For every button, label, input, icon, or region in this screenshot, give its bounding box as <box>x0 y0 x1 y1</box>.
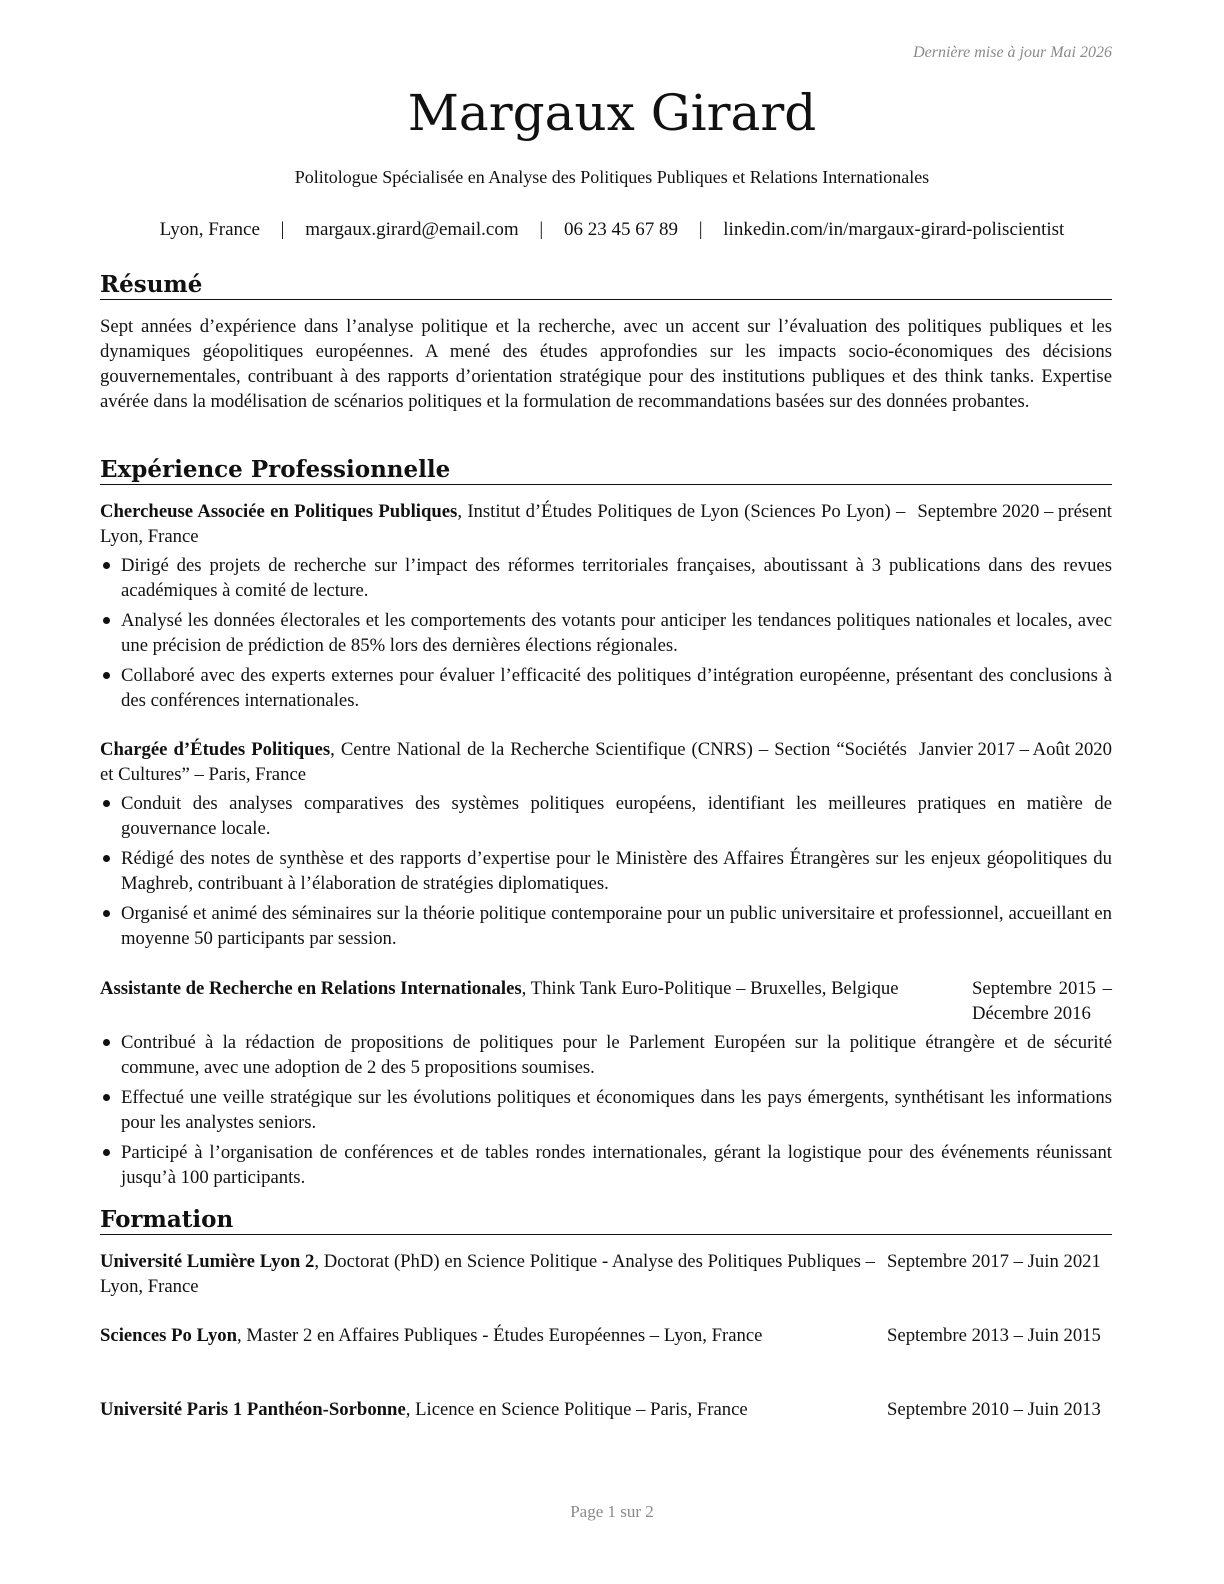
section-title-education: Formation <box>100 1206 1112 1235</box>
entry-school: Sciences Po Lyon <box>100 1325 238 1346</box>
bullet-list <box>100 1030 1112 1190</box>
bullet-item <box>100 791 1112 841</box>
education-entry <box>100 1323 1112 1348</box>
contact-separator: | <box>280 219 285 240</box>
entry-dates: Septembre 2010 – Juin 2013 <box>887 1399 1101 1420</box>
bullet-text: Dirigé des projets de recherche sur l’impact des réformes territoriales françaises, aboutissant à 3 publications dans des revues académiques à comité de lecture. <box>121 555 1112 601</box>
bullet-item <box>100 901 1112 951</box>
entry-dates: Septembre 2020 – présent <box>917 501 1112 522</box>
page-number: Page 1 sur 2 <box>570 1502 654 1521</box>
section-title-experience: Expérience Professionnelle <box>100 456 1112 485</box>
entry-school: Université Lumière Lyon 2 <box>100 1251 315 1272</box>
entry-header <box>100 1323 1112 1348</box>
experience-entry <box>100 737 1112 956</box>
entry-dates: Septembre 2015 – Décembre 2016 <box>972 978 1112 1024</box>
entry-role: Chercheuse Associée en Politiques Publiques <box>100 501 458 522</box>
education-entry <box>100 1397 1112 1422</box>
bullet-text: Effectué une veille stratégique sur les évolutions politiques et économiques dans les pays émergents, synthétisant les informations pour les analystes seniors. <box>121 1087 1112 1133</box>
headline: Politologue Spécialisée en Analyse des Politiques Publiques et Relations Internationales <box>294 167 930 187</box>
bullet-icon <box>103 910 110 917</box>
entry-title <box>100 1323 875 1348</box>
last-updated: Dernière mise à jour Mai 2026 <box>913 44 1112 61</box>
bullet-item <box>100 553 1112 603</box>
entry-header <box>100 499 1112 549</box>
entry-dates: Septembre 2017 – Juin 2021 <box>887 1251 1101 1272</box>
bullet-icon <box>103 855 110 862</box>
bullet-text: Collaboré avec des experts externes pour évaluer l’efficacité des politiques d’intégration européenne, présentant des conclusions à des conférences internationales. <box>121 665 1112 711</box>
experience-entry <box>100 976 1112 1195</box>
contact-email[interactable]: margaux.girard@email.com <box>305 219 519 240</box>
section-title-summary: Résumé <box>100 271 1112 300</box>
bullet-list <box>100 791 1112 951</box>
entry-title <box>100 499 905 549</box>
bullet-item <box>100 846 1112 896</box>
contact-line <box>0 219 1224 241</box>
entry-dates: Septembre 2013 – Juin 2015 <box>887 1325 1101 1346</box>
entry-title <box>100 1249 875 1299</box>
education-entry <box>100 1249 1112 1299</box>
bullet-icon <box>103 1094 110 1101</box>
contact-separator: | <box>698 219 703 240</box>
bullet-icon <box>103 672 110 679</box>
bullet-icon <box>103 1039 110 1046</box>
bullet-item <box>100 608 1112 658</box>
entry-header <box>100 1249 1112 1299</box>
entry-title <box>100 737 907 787</box>
entry-org: , Institut d’Études Politiques de Lyon (Sciences Po Lyon) – Lyon, France <box>100 501 906 547</box>
entry-org: , Think Tank Euro-Politique – Bruxelles, Belgique <box>521 978 899 999</box>
bullet-text: Organisé et animé des séminaires sur la théorie politique contemporaine pour un public universitaire et professionnel, accueillant en moyenne 50 participants par session. <box>121 903 1112 949</box>
bullet-icon <box>103 562 110 569</box>
bullet-icon <box>103 617 110 624</box>
bullet-text: Rédigé des notes de synthèse et des rapports d’expertise pour le Ministère des Affaires Étrangères sur les enjeux géopolitiques du Maghreb, contribuant à l’élaboration de stratégies diplomatiques. <box>121 848 1112 894</box>
entry-degree: , Doctorat (PhD) en Science Politique - Analyse des Politiques Publiques – Lyon, France <box>100 1251 875 1297</box>
bullet-item <box>100 1140 1112 1190</box>
contact-phone: 06 23 45 67 89 <box>563 219 678 240</box>
candidate-name: Margaux Girard <box>407 84 817 142</box>
bullet-text: Contribué à la rédaction de propositions de politiques pour le Parlement Européen sur la politique étrangère et de sécurité commune, avec une adoption de 2 des 5 propositions soumises. <box>121 1032 1112 1078</box>
experience-entry <box>100 499 1112 718</box>
entry-header <box>100 737 1112 787</box>
entry-dates: Janvier 2017 – Août 2020 <box>918 739 1112 760</box>
entry-org: , Centre National de la Recherche Scientifique (CNRS) – Section “Sociétés et Cultures” – Paris, France <box>100 739 907 785</box>
entry-title <box>100 1397 875 1422</box>
entry-degree: , Master 2 en Affaires Publiques - Études Européennes – Lyon, France <box>237 1325 763 1346</box>
bullet-text: Conduit des analyses comparatives des systèmes politiques européens, identifiant les meilleures pratiques en matière de gouvernance locale. <box>121 793 1112 839</box>
bullet-text: Analysé les données électorales et les comportements des votants pour anticiper les tendances politiques nationales et locales, avec une précision de prédiction de 85% lors des dernières élections régionales. <box>121 610 1112 656</box>
bullet-item <box>100 1085 1112 1135</box>
contact-linkedin[interactable]: linkedin.com/in/margaux-girard-poliscientist <box>723 219 1065 240</box>
entry-title <box>100 976 960 1026</box>
summary-text: Sept années d’expérience dans l’analyse politique et la recherche, avec un accent sur l’évaluation des politiques publiques et les dynamiques géopolitiques européennes. A mené des études approfondies sur les impacts socio-économiques des décisions gouvernementales, contribuant à des rapports d’orientation stratégique pour des institutions publiques et des think tanks. Expertise avérée dans la modélisation de scénarios politiques et la formulation de recommandations basées sur des données probantes. <box>100 316 1112 412</box>
bullet-list <box>100 553 1112 713</box>
bullet-item <box>100 1030 1112 1080</box>
entry-header <box>100 1397 1112 1422</box>
bullet-text: Participé à l’organisation de conférences et de tables rondes internationales, gérant la logistique pour des événements réunissant jusqu’à 100 participants. <box>121 1142 1112 1188</box>
bullet-icon <box>103 800 110 807</box>
entry-school: Université Paris 1 Panthéon-Sorbonne <box>100 1399 406 1420</box>
entry-degree: , Licence en Science Politique – Paris, France <box>405 1399 748 1420</box>
bullet-icon <box>103 1149 110 1156</box>
bullet-item <box>100 663 1112 713</box>
entry-header <box>100 976 1112 1026</box>
entry-role: Chargée d’Études Politiques <box>100 739 331 760</box>
entry-role: Assistante de Recherche en Relations Internationales <box>100 978 522 999</box>
contact-location: Lyon, France <box>159 219 260 240</box>
contact-separator: | <box>539 219 544 240</box>
